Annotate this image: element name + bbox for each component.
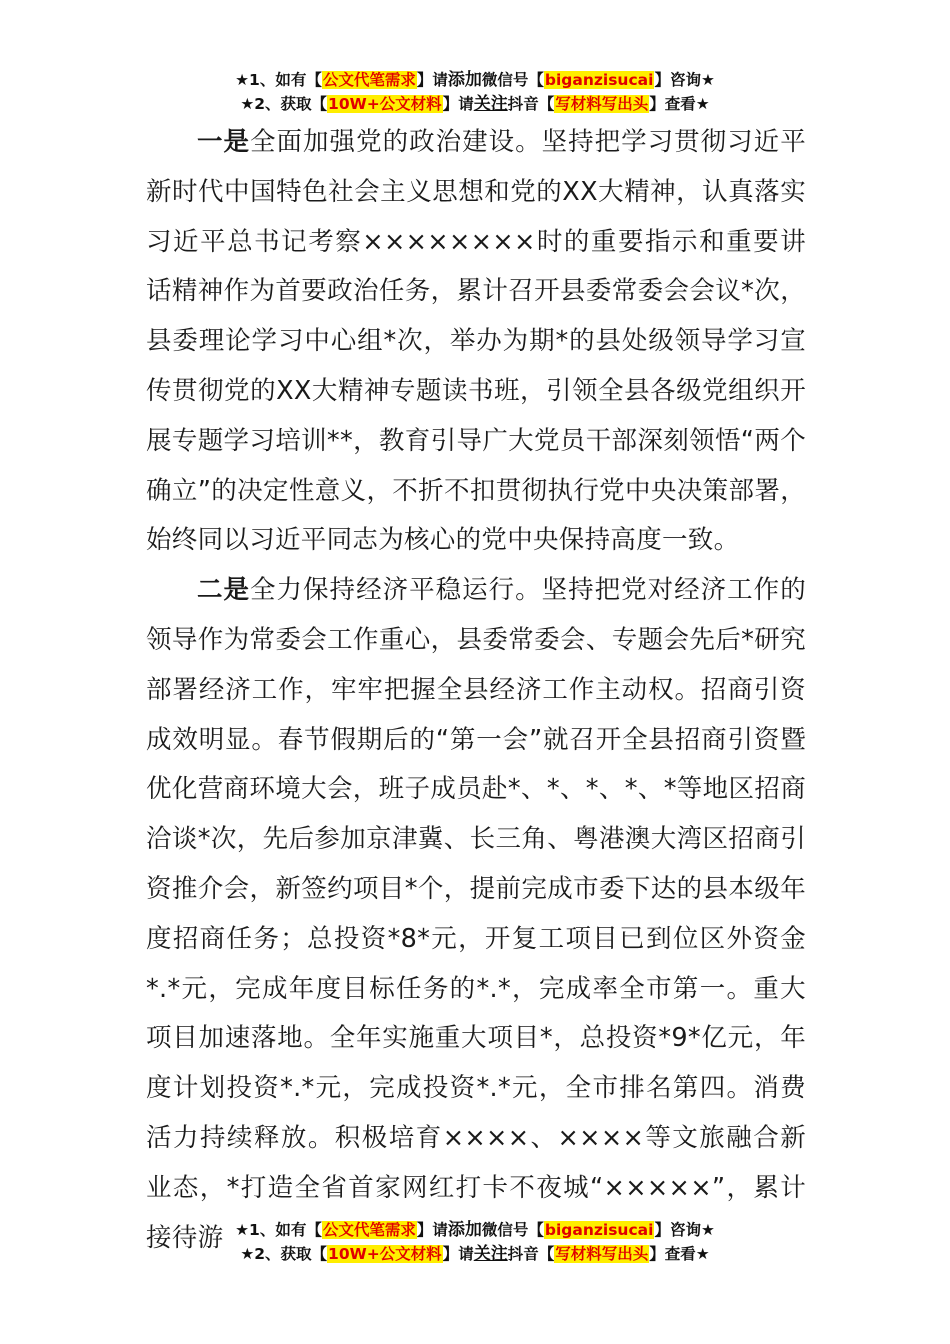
promo-text: 抖音【: [507, 1245, 555, 1263]
promo-text: 】查看★: [649, 1245, 710, 1263]
promo-highlight: 公文代笔需求: [322, 71, 416, 89]
promo-line-2: [0, 92, 950, 116]
promo-line-1: [0, 68, 950, 92]
promo-text: ★2、获取【: [240, 1245, 328, 1263]
paragraph: [146, 566, 806, 1263]
promo-text: 】请: [416, 1221, 448, 1239]
promo-text: 微信号【: [481, 1221, 544, 1239]
promo-highlight: biganzisucai: [544, 71, 654, 89]
promo-highlight: 公文代笔需求: [322, 1221, 416, 1239]
promo-text: ★2、获取【: [240, 95, 328, 113]
promo-text: 微信号【: [481, 71, 544, 89]
paragraph-text: 全力保持经济平稳运行。坚持把党对经济工作的领导作为常委会工作重心，县委常委会、专题会先后*研究部署经济工作，牢牢把握全县经济工作主动权。招商引资成效明显。春节假期后的“第一会”就召开全县招商引资暨优化营商环境大会，班子成员赴*、*、*、*、*等地区招商洽谈*次，先后参加京津冀、长三角、粤港澳大湾区招商引资推介会，新签约项目*个，提前完成市委下达的县本级年度招商任务；总投资*8*元，开复工项目已到位区外资金*.*元，完成年度目标任务的*.*，完成率全市第一。重大项目加速落地。全年实施重大项目*，总投资*9*亿元，年度计划投资*.*元，完成投资*.*元，全市排名第四。消费活力持续释放。积极培育××××、××××等文旅融合新业态，*打造全省首家网红打卡不夜城“×××××”，累计接待游: [146, 575, 806, 1253]
promo-text: 】请: [416, 71, 448, 89]
promo-banner-bottom: [0, 1218, 950, 1266]
promo-text: ★1、如有【: [235, 1221, 322, 1239]
promo-text: 】请: [442, 95, 474, 113]
paragraph: [146, 118, 806, 566]
promo-highlight: 写材料写出头: [555, 95, 649, 113]
paragraph-text: 全面加强党的政治建设。坚持把学习贯彻习近平新时代中国特色社会主义思想和党的XX大精神，认真落实习近平总书记考察××××××××时的重要指示和重要讲话精神作为首要政治任务，累计召开县委常委会会议*次，县委理论学习中心组*次，举办为期*的县处级领导学习宣传贯彻党的XX大精神专题读书班，引领全县各级党组织开展专题学习培训**，教育引导广大党员干部深刻领悟“两个确立”的决定性意义，不折不扣贯彻执行党中央决策部署，始终同以习近平同志为核心的党中央保持高度一致。: [146, 127, 806, 556]
promo-text: ★1、如有【: [235, 71, 322, 89]
promo-emphasis: 添加: [447, 70, 482, 90]
promo-line-1: [0, 1218, 950, 1242]
promo-highlight: 10W+公文材料: [328, 1245, 442, 1263]
promo-emphasis: 关注: [473, 1244, 508, 1264]
promo-text: 抖音【: [507, 95, 555, 113]
promo-emphasis: 添加: [447, 1220, 482, 1240]
promo-line-2: [0, 1242, 950, 1266]
promo-emphasis: 关注: [473, 94, 508, 114]
promo-text: 】咨询★: [654, 1221, 715, 1239]
promo-highlight: 写材料写出头: [555, 1245, 649, 1263]
promo-highlight: 10W+公文材料: [328, 95, 442, 113]
paragraph-lead: 二是: [197, 575, 251, 606]
promo-banner-top: [0, 68, 950, 116]
promo-text: 】查看★: [649, 95, 710, 113]
paragraph-lead: 一是: [197, 127, 251, 157]
promo-text: 】请: [442, 1245, 474, 1263]
promo-highlight: biganzisucai: [544, 1221, 654, 1239]
promo-text: 】咨询★: [654, 71, 715, 89]
document-body: [146, 118, 806, 1263]
